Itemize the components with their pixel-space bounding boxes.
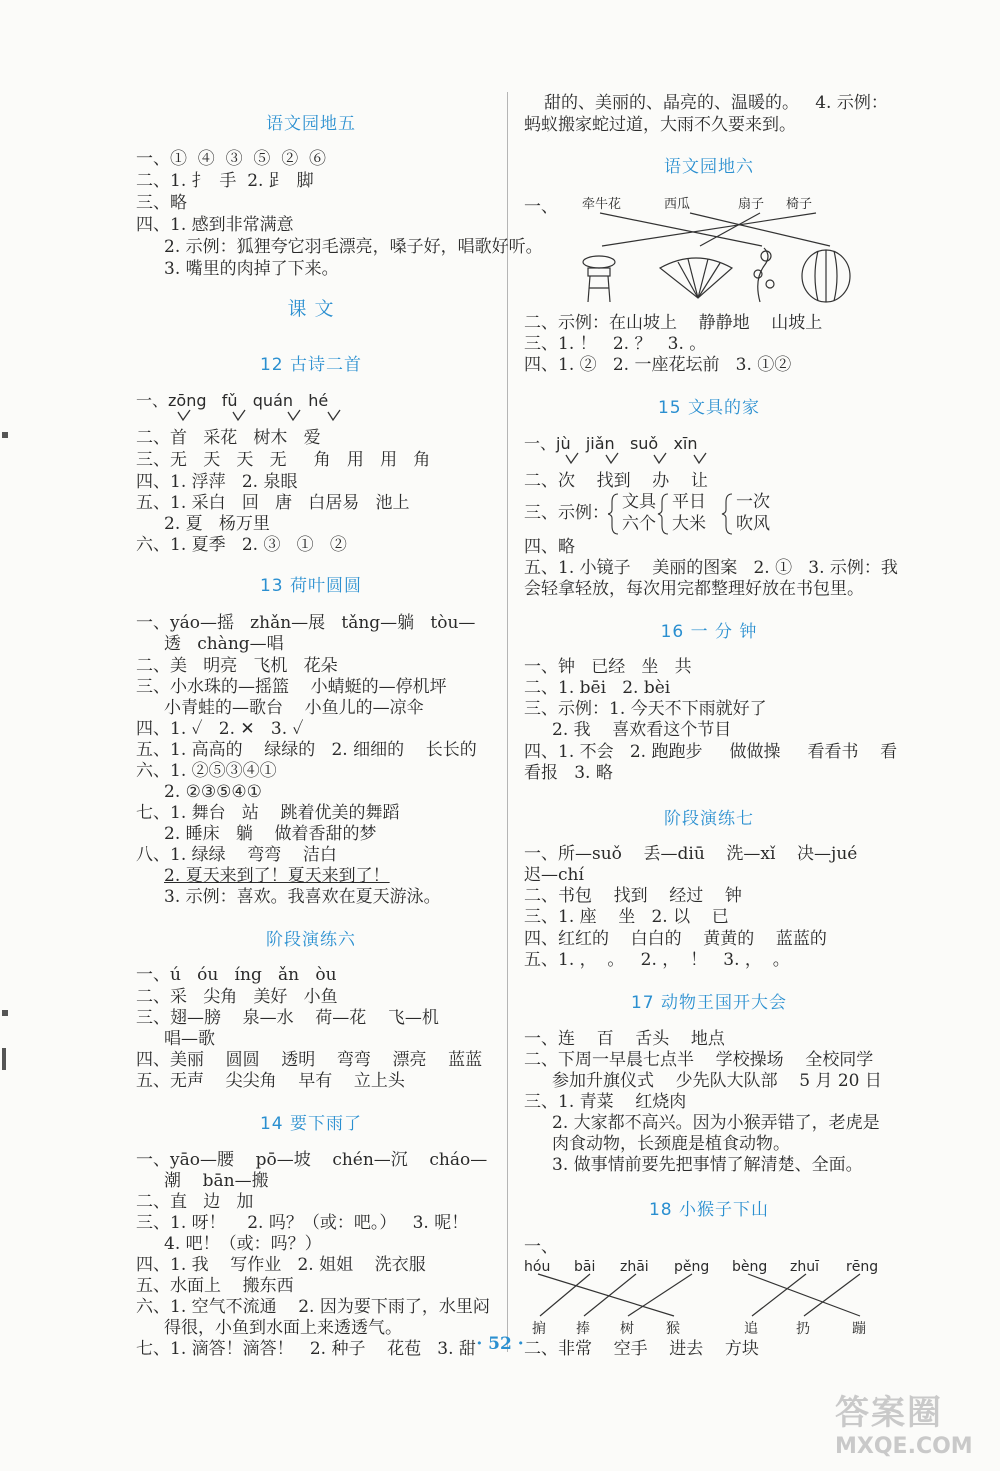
section-heading: 15 文具的家 [657,398,761,418]
shili-word: 吹风 [736,514,770,534]
answer-line: 二、示例：在山坡上 静静地 山坡上 [524,313,823,333]
section-heading: 语文园地六 [664,157,754,177]
answer-line: 2. 夏 杨万里 [164,514,270,534]
pinyin-word: zhāi [620,1259,649,1275]
section-heading: 12 古诗二首 [259,355,363,375]
section-heading: 阶段演练七 [664,809,754,829]
pinyin-word: zhuī [790,1259,819,1275]
section-heading: 语文园地五 [266,114,356,134]
answer-line: 五、水面上 搬东西 [136,1276,294,1296]
answer-line: 五、1. 高高的 绿绿的 2. 细细的 长长的 [136,740,477,760]
answer-line: 六、1. 空气不流通 2. 因为要下雨了，水里闷 [136,1297,490,1317]
page-number: · 52 · [476,1334,524,1354]
answer-line: 肉食动物，长颈鹿是植食动物。 [552,1134,790,1154]
answer-line: 三、1. 青菜 红烧肉 [524,1092,687,1112]
answer-line: 四、1. ✓ 2. ✕ 3. ✓ [136,719,304,739]
pinyin-word: rēng [846,1259,879,1275]
watermark-url: MXQE.COM [835,1434,973,1459]
answer-line: 3. 示例：喜欢。我喜欢在夏天游泳。 [164,887,441,907]
answer-line: 二、书包 找到 经过 钟 [524,886,742,906]
section-heading: 16 一 分 钟 [660,622,758,642]
answer-line: 三、小水珠的—摇篮 小蜻蜓的—停机坪 [136,677,447,697]
section-heading: 阶段演练六 [266,930,356,950]
watermark-logo [835,1385,985,1459]
match-char: 追 [744,1321,758,1337]
scan-edge-mark [2,1048,6,1070]
match-char: 蹦 [852,1321,866,1337]
answer-line: 得很，小鱼到水面上来透透气。 [164,1318,402,1338]
answer-line: 二、下周一早晨七点半 学校操场 全校同学 [524,1050,874,1070]
scan-edge-mark [2,1010,8,1016]
answer-line: 迟—chí [524,865,584,885]
answer-line: 潮 bān—搬 [164,1171,269,1191]
pinyin-word: bèng [732,1259,768,1275]
answer-line: 透 chàng—唱 [164,634,284,654]
match-char: 扔 [796,1321,810,1337]
answer-line: 五、1. ， 。 2. ， ！ 3. ， 。 [524,950,790,970]
answer-line: 三、翅—膀 泉—水 荷—花 飞—机 [136,1008,439,1028]
answer-line: 七、1. 滴答！滴答！ 2. 种子 花苞 3. 甜 [136,1339,476,1359]
answer-line: 四、红红的 白白的 黄黄的 蓝蓝的 [524,929,827,949]
answer-line: 4. 吧！（或：吗？） [164,1234,322,1254]
answer-line: 二、直 边 加 [136,1192,254,1212]
answer-line: 2. 我 喜欢看这个节目 [552,720,732,740]
shili-word: 平日 [672,492,706,512]
answer-line: 二、1. 扌 手 2. 𧾷 脚 [136,171,314,191]
answer-line: 六、1. ②⑤③④① [136,761,277,781]
match-label: 牵牛花 [582,197,622,212]
shili-word: 文具 [622,492,656,512]
part-heading: 课 文 [287,298,335,320]
answer-line: 三、略 [136,193,187,213]
answer-line: 五、1. 采白 回 唐 白居易 池上 [136,493,410,513]
answer-line: 一、钟 已经 坐 共 [524,657,692,677]
answer-line: 参加升旗仪式 少先队大队部 5 月 20 日 [552,1071,882,1091]
answer-line: 一、所—suǒ 丢—diū 洗—xǐ 决—jué [524,844,858,864]
section-heading: 17 动物王国开大会 [630,993,788,1013]
match-label: 椅子 [786,197,813,212]
scan-edge-mark [2,432,8,438]
matching-lines [524,1272,894,1320]
answer-line: 甜的、美丽的、晶亮的、温暖的。 4. 示例： [544,93,888,113]
answer-line: 四、1. 浮萍 2. 泉眼 [136,472,298,492]
answer-line: 看报 3. 略 [524,763,613,783]
check-marks [554,451,754,469]
check-marks [166,408,366,426]
answer-line: 八、1. 绿绿 弯弯 洁白 [136,845,337,865]
answer-line: 二、次 找到 办 让 [524,471,708,491]
pinyin-word: hóu [524,1259,551,1275]
answer-line: 二、1. bēi 2. bèi [524,678,671,698]
pinyin-line: 一、zōng fǔ quán hé [136,391,329,410]
answer-line: 二、非常 空手 进去 方块 [524,1339,759,1359]
answer-line: 一、yāo—腰 pō—坡 chén—沉 cháo— [136,1150,488,1170]
section-heading: 14 要下雨了 [259,1114,363,1134]
answer-line: 3. 做事情前要先把事情了解清楚、全面。 [552,1155,863,1175]
match-char: 猴 [666,1321,680,1337]
match-label: 西瓜 [664,197,691,212]
answer-line: 四、1. ② 2. 一座花坛前 3. ①② [524,355,792,375]
shili-word: 大米 [672,514,706,534]
shili-prefix: 三、示例： [524,503,609,523]
answer-line: 六、1. 夏季 2. ③ ① ② [136,535,347,555]
match-label: 扇子 [738,197,765,212]
answer-line: 2. 睡床 躺 做着香甜的梦 [164,824,377,844]
answer-line: 二、采 尖角 美好 小鱼 [136,987,338,1007]
answer-line: 二、美 明亮 飞机 花朵 [136,656,338,676]
answer-line: 二、首 采花 树木 爱 [136,428,321,448]
pinyin-line: 一、jù jiǎn suǒ xīn [524,434,698,453]
shili-word: 一次 [736,492,770,512]
section-heading: 13 荷叶圆圆 [259,576,363,596]
answer-line: 四、1. 我 写作业 2. 姐姐 洗衣服 [136,1255,426,1275]
section-heading: 18 小猴子下山 [648,1200,770,1220]
answer-line: 一、连 百 舌头 地点 [524,1029,725,1049]
answer-line: 四、美丽 圆圆 透明 弯弯 漂亮 蓝蓝 [136,1050,483,1070]
answer-line: 2. ②③⑤④① [164,782,262,802]
answer-line: 四、1. 不会 2. 跑跑步 做做操 看看书 看 [524,742,898,762]
answer-line: 五、1. 小镜子 美丽的图案 2. ① 3. 示例：我 [524,558,898,578]
answer-line: 五、无声 尖尖角 早有 立上头 [136,1071,405,1091]
answer-line: 一、① ④ ③ ⑤ ② ⑥ [136,149,327,169]
answer-line: 唱—歌 [164,1029,215,1049]
column-divider [507,92,508,1352]
match-char: 掮 [532,1321,546,1337]
matching-illustration [574,210,874,310]
answer-line: 小青蛙的—歌台 小鱼儿的—凉伞 [164,698,424,718]
answer-line: 三、1. ！ 2. ？ 3. 。 [524,334,707,354]
match-char: 捧 [576,1321,590,1337]
brace-marks [608,492,748,536]
pinyin-word: pěng [674,1259,710,1275]
answer-line: 2. 示例：狐狸夸它羽毛漂亮，嗓子好，唱歌好听。 [164,237,543,257]
answer-line: 蚂蚁搬家蛇过道，大雨不久要来到。 [524,115,796,135]
answer-line: 四、1. 感到非常满意 [136,215,294,235]
pinyin-word: bāi [574,1259,596,1275]
answer-line: 3. 嘴里的肉掉了下来。 [164,259,339,279]
watermark-text: 答案圈 [835,1393,943,1433]
answer-line: 三、1. 座 坐 2. 以 已 [524,907,729,927]
item-prefix: 一、 [524,197,558,217]
answer-line: 四、略 [524,537,575,557]
match-char: 树 [620,1321,634,1337]
answer-line: 七、1. 舞台 站 跳着优美的舞蹈 [136,803,400,823]
answer-line: 一、yáo—摇 zhǎn—展 tǎng—躺 tòu— [136,613,476,633]
answer-line: 会轻拿轻放，每次用完都整理好放在书包里。 [524,579,864,599]
item-prefix: 一、 [524,1237,558,1257]
answer-line: 三、无 天 天 无 角 用 用 角 [136,450,431,470]
answer-line: 三、1. 呀！ 2. 吗？（或：吧。） 3. 呢！ [136,1213,469,1233]
shili-word: 六个 [622,514,656,534]
answer-line: 三、示例：1. 今天不下雨就好了 [524,699,767,719]
answer-line: 2. 大家都不高兴。因为小猴弄错了，老虎是 [552,1113,880,1133]
answer-line: 一、ú óu íng ǎn òu [136,965,337,985]
answer-line: 2. 夏天来到了！夏天来到了！ [164,866,390,886]
